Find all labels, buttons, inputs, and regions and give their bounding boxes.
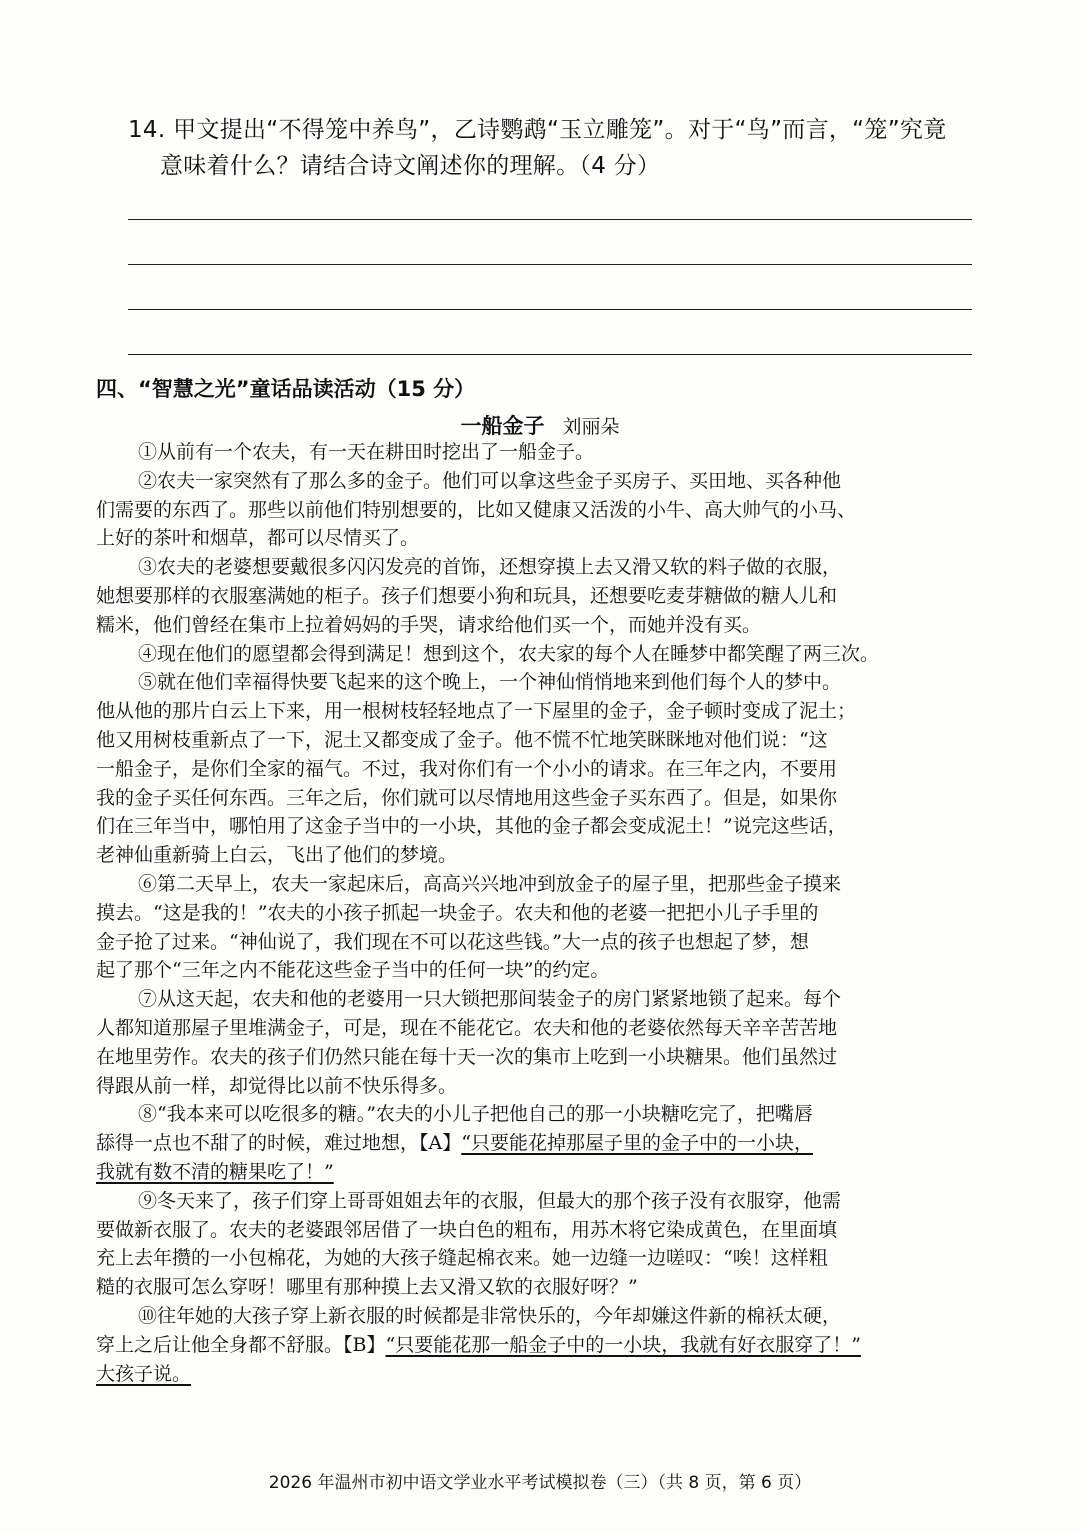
text-line: 们在三年当中，哪怕用了这金子当中的一小块，其他的金子都会变成泥土！”说完这些话， <box>96 815 847 838</box>
story-title: 一船金子 <box>460 414 545 438</box>
section-4-title: 四、“智慧之光”童话品读活动（15 分） <box>96 377 476 401</box>
text-line: 金子抢了过来。“神仙说了，我们现在不可以花这些钱。”大一点的孩子也想起了梦，想 <box>96 930 809 953</box>
text-line: 糯米，他们曾经在集市上拉着妈妈的手哭，请求给他们买一个，而她并没有买。 <box>96 613 762 636</box>
marker-a: 【A】 <box>419 1132 462 1155</box>
text-line: ⑩往年她的大孩子穿上新衣服的时候都是非常快乐的，今年却嫌这件新的棉袄太硬， <box>138 1304 842 1327</box>
text-line: 人都知道那屋子里堆满金子，可是，现在不能花它。农夫和他的老婆依然每天辛辛苦苦地 <box>96 1016 838 1039</box>
text-line: ④现在他们的愿望都会得到满足！想到这个，农夫家的每个人在睡梦中都笑醒了两三次。 <box>138 642 880 665</box>
answer-line-4[interactable] <box>128 354 972 355</box>
text-line: ⑧“我本来可以吃很多的糖。”农夫的小儿子把他自己的那一小块糖吃完了，把嘴唇 <box>138 1103 813 1126</box>
text-line: 他又用树枝重新点了一下，泥土又都变成了金子。他不慌不忙地笑眯眯地对他们说：“这 <box>96 728 828 751</box>
underlined-sentence-a-part-1: “只要能花掉那屋子里的金子中的一小块， <box>461 1132 813 1155</box>
text-line: 她想要那样的衣服塞满她的柜子。孩子们想要小狗和玩具，还想要吃麦芽糖做的糖人儿和 <box>96 584 838 607</box>
text-line: ②农夫一家突然有了那么多的金子。他们可以拿这些金子买房子、买田地、买各种他 <box>138 469 842 492</box>
text-line: 一船金子，是你们全家的福气。不过，我对你们有一个小小的请求。在三年之内，不要用 <box>96 757 838 780</box>
text-line: ③农夫的老婆想要戴很多闪闪发亮的首饰，还想穿摸上去又滑又软的料子做的衣服， <box>138 556 842 579</box>
answer-line-1[interactable] <box>128 219 972 220</box>
answer-line-3[interactable] <box>128 309 972 310</box>
story-body <box>96 438 978 1388</box>
text-line: 摸去。“这是我的！”农夫的小孩子抓起一块金子。农夫和他的老婆一把把小儿子手里的 <box>96 901 819 924</box>
text-line: 在地里劳作。农夫的孩子们仍然只能在每十天一次的集市上吃到一小块糖果。他们虽然过 <box>96 1045 838 1068</box>
question-14-line-1: 14. 甲文提出“不得笼中养鸟”，乙诗鹦鹉“玉立雕笼”。对于“鸟”而言，“笼”究竟 <box>128 117 947 143</box>
text-line: ①从前有一个农夫，有一天在耕田时挖出了一船金子。 <box>138 441 595 463</box>
text-fragment: 舔得一点也不甜了的时候，难过地想， <box>96 1132 420 1155</box>
text-line: ⑦从这天起，农夫和他的老婆用一只大锁把那间装金子的房门紧紧地锁了起来。每个 <box>138 988 842 1011</box>
underlined-sentence-b-part-1: “只要能花那一船金子中的一小块，我就有好衣服穿了！” <box>385 1333 861 1356</box>
text-line: 糙的衣服可怎么穿呀！哪里有那种摸上去又滑又软的衣服好呀？” <box>96 1276 638 1299</box>
text-fragment: 穿上之后让他全身都不舒服。 <box>96 1333 344 1356</box>
marker-b: 【B】 <box>343 1333 386 1356</box>
question-14 <box>128 112 978 184</box>
underlined-sentence-a-part-2: 我就有数不清的糖果吃了！” <box>96 1160 334 1183</box>
text-line: 老神仙重新骑上白云，飞出了他们的梦境。 <box>96 844 458 867</box>
text-line: ⑥第二天早上，农夫一家起床后，高高兴兴地冲到放金子的屋子里，把那些金子摸来 <box>138 872 842 895</box>
text-line: ⑨冬天来了，孩子们穿上哥哥姐姐去年的衣服，但最大的那个孩子没有衣服穿，他需 <box>138 1189 842 1212</box>
underlined-sentence-b-part-2: 大孩子说。 <box>96 1362 192 1385</box>
text-line: 要做新衣服了。农夫的老婆跟邻居借了一块白色的粗布，用苏木将它染成黄色，在里面填 <box>96 1218 838 1241</box>
question-14-line-2: 意味着什么？请结合诗文阐述你的理解。（4 分） <box>160 153 661 179</box>
text-line: 我的金子买任何东西。三年之后，你们就可以尽情地用这些金子买东西了。但是，如果你 <box>96 786 838 809</box>
text-line: 他从他的那片白云上下来，用一根树枝轻轻地点了一下屋里的金子，金子顿时变成了泥土； <box>96 700 857 723</box>
text-line-with-marker-a <box>96 1129 978 1158</box>
text-line <box>96 1158 978 1187</box>
text-line-with-marker-b <box>96 1331 978 1360</box>
page-footer: 2026 年温州市初中语文学业水平考试模拟卷（三）（共 8 页，第 6 页） <box>268 1473 812 1493</box>
text-line: 上好的茶叶和烟草，都可以尽情买了。 <box>96 527 420 550</box>
answer-line-2[interactable] <box>128 264 972 265</box>
text-line: 得跟从前一样，却觉得比以前不快乐得多。 <box>96 1074 458 1097</box>
text-line: ⑤就在他们幸福得快要飞起来的这个晚上，一个神仙悄悄地来到他们每个人的梦中。 <box>138 671 842 694</box>
story-author: 刘丽朵 <box>562 416 620 438</box>
text-line: 起了那个“三年之内不能花这些金子当中的任何一块”的约定。 <box>96 959 610 982</box>
text-line: 充上去年攒的一小包棉花，为她的大孩子缝起棉衣来。她一边缝一边嗟叹：“唉！这样粗 <box>96 1247 828 1270</box>
text-line: 们需要的东西了。那些以前他们特别想要的，比如又健康又活泼的小牛、高大帅气的小马、 <box>96 498 857 521</box>
text-line <box>96 1360 978 1389</box>
